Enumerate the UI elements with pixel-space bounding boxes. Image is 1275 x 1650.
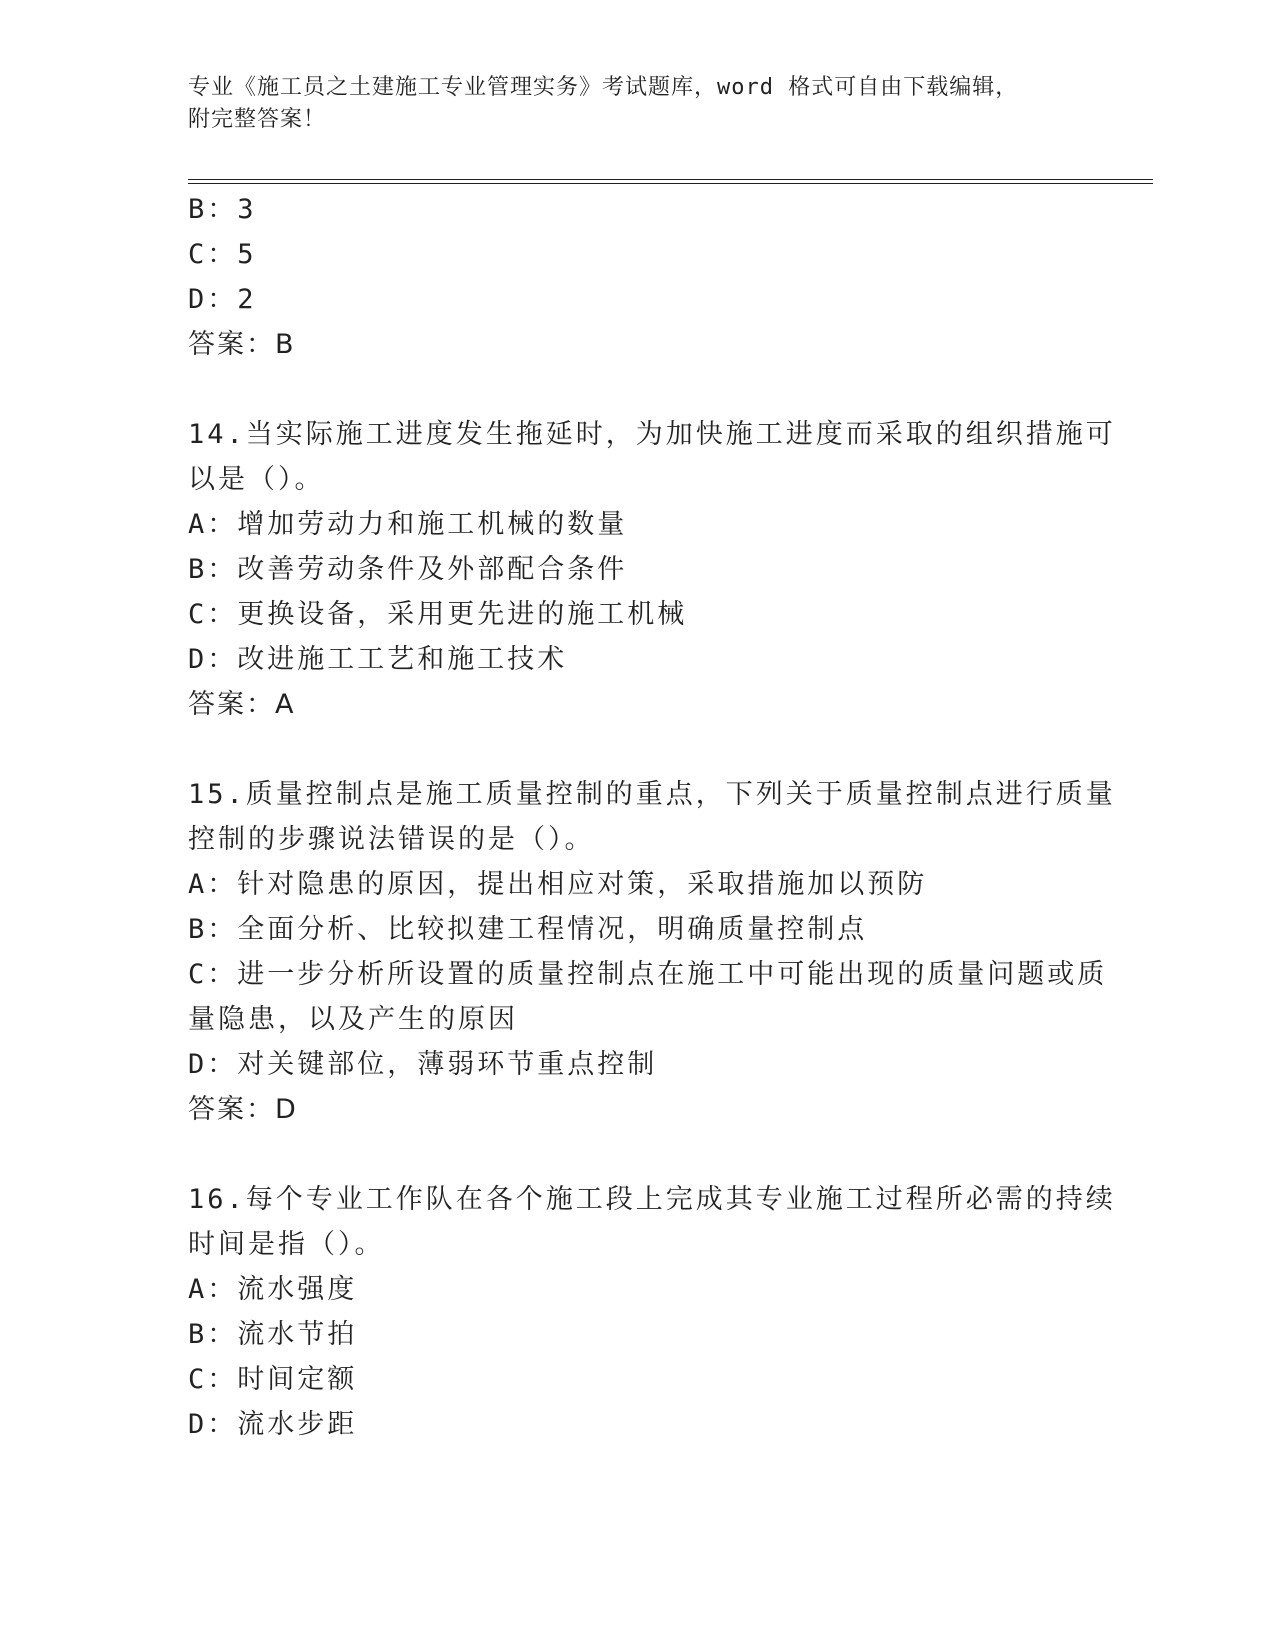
q16-stem-line-2: 时间是指（）。 [188, 1229, 385, 1260]
q16-option-c: C：时间定额 [188, 1364, 358, 1395]
q15-option-d: D：对关键部位，薄弱环节重点控制 [188, 1049, 658, 1080]
header-line-1: 专业《施工员之土建施工专业管理实务》考试题库，word 格式可自由下载编辑， [188, 75, 1019, 100]
q15-option-c-line-2: 量隐患，以及产生的原因 [188, 1004, 518, 1035]
header-divider-bottom [188, 183, 1153, 184]
q14-stem-line-1: 14.当实际施工进度发生拖延时，为加快施工进度而采取的组织措施可 [188, 419, 1116, 450]
q15-option-a: A：针对隐患的原因，提出相应对策，采取措施加以预防 [188, 869, 928, 900]
q16-option-a: A：流水强度 [188, 1274, 358, 1305]
header-line-2: 附完整答案！ [188, 107, 327, 132]
q14-stem-line-2: 以是（）。 [188, 464, 325, 495]
page-header [188, 72, 1088, 136]
q13-option-d: D：2 [188, 284, 257, 315]
q16-stem-line-1: 16.每个专业工作队在各个施工段上完成其专业施工过程所必需的持续 [188, 1184, 1116, 1215]
q15-stem-line-2: 控制的步骤说法错误的是（）。 [188, 824, 595, 855]
q15-stem-line-1: 15.质量控制点是施工质量控制的重点，下列关于质量控制点进行质量 [188, 779, 1116, 810]
q14-option-a: A：增加劳动力和施工机械的数量 [188, 509, 628, 540]
q14-option-b: B：改善劳动条件及外部配合条件 [188, 554, 628, 585]
q16-option-d: D：流水步距 [188, 1409, 358, 1440]
q13-option-c: C：5 [188, 239, 257, 270]
q13-option-b: B：3 [188, 194, 257, 225]
q14-answer: 答案：A [188, 689, 296, 720]
q15-option-c-line-1: C：进一步分析所设置的质量控制点在施工中可能出现的质量问题或质 [188, 959, 1108, 990]
q15-option-b: B：全面分析、比较拟建工程情况，明确质量控制点 [188, 914, 868, 945]
q15-answer: 答案：D [188, 1094, 298, 1125]
q14-option-d: D：改进施工工艺和施工技术 [188, 644, 568, 675]
q16-option-b: B：流水节拍 [188, 1319, 358, 1350]
q14-option-c: C：更换设备，采用更先进的施工机械 [188, 599, 688, 630]
q13-answer: 答案：B [188, 329, 296, 360]
header-divider-top [188, 179, 1153, 180]
